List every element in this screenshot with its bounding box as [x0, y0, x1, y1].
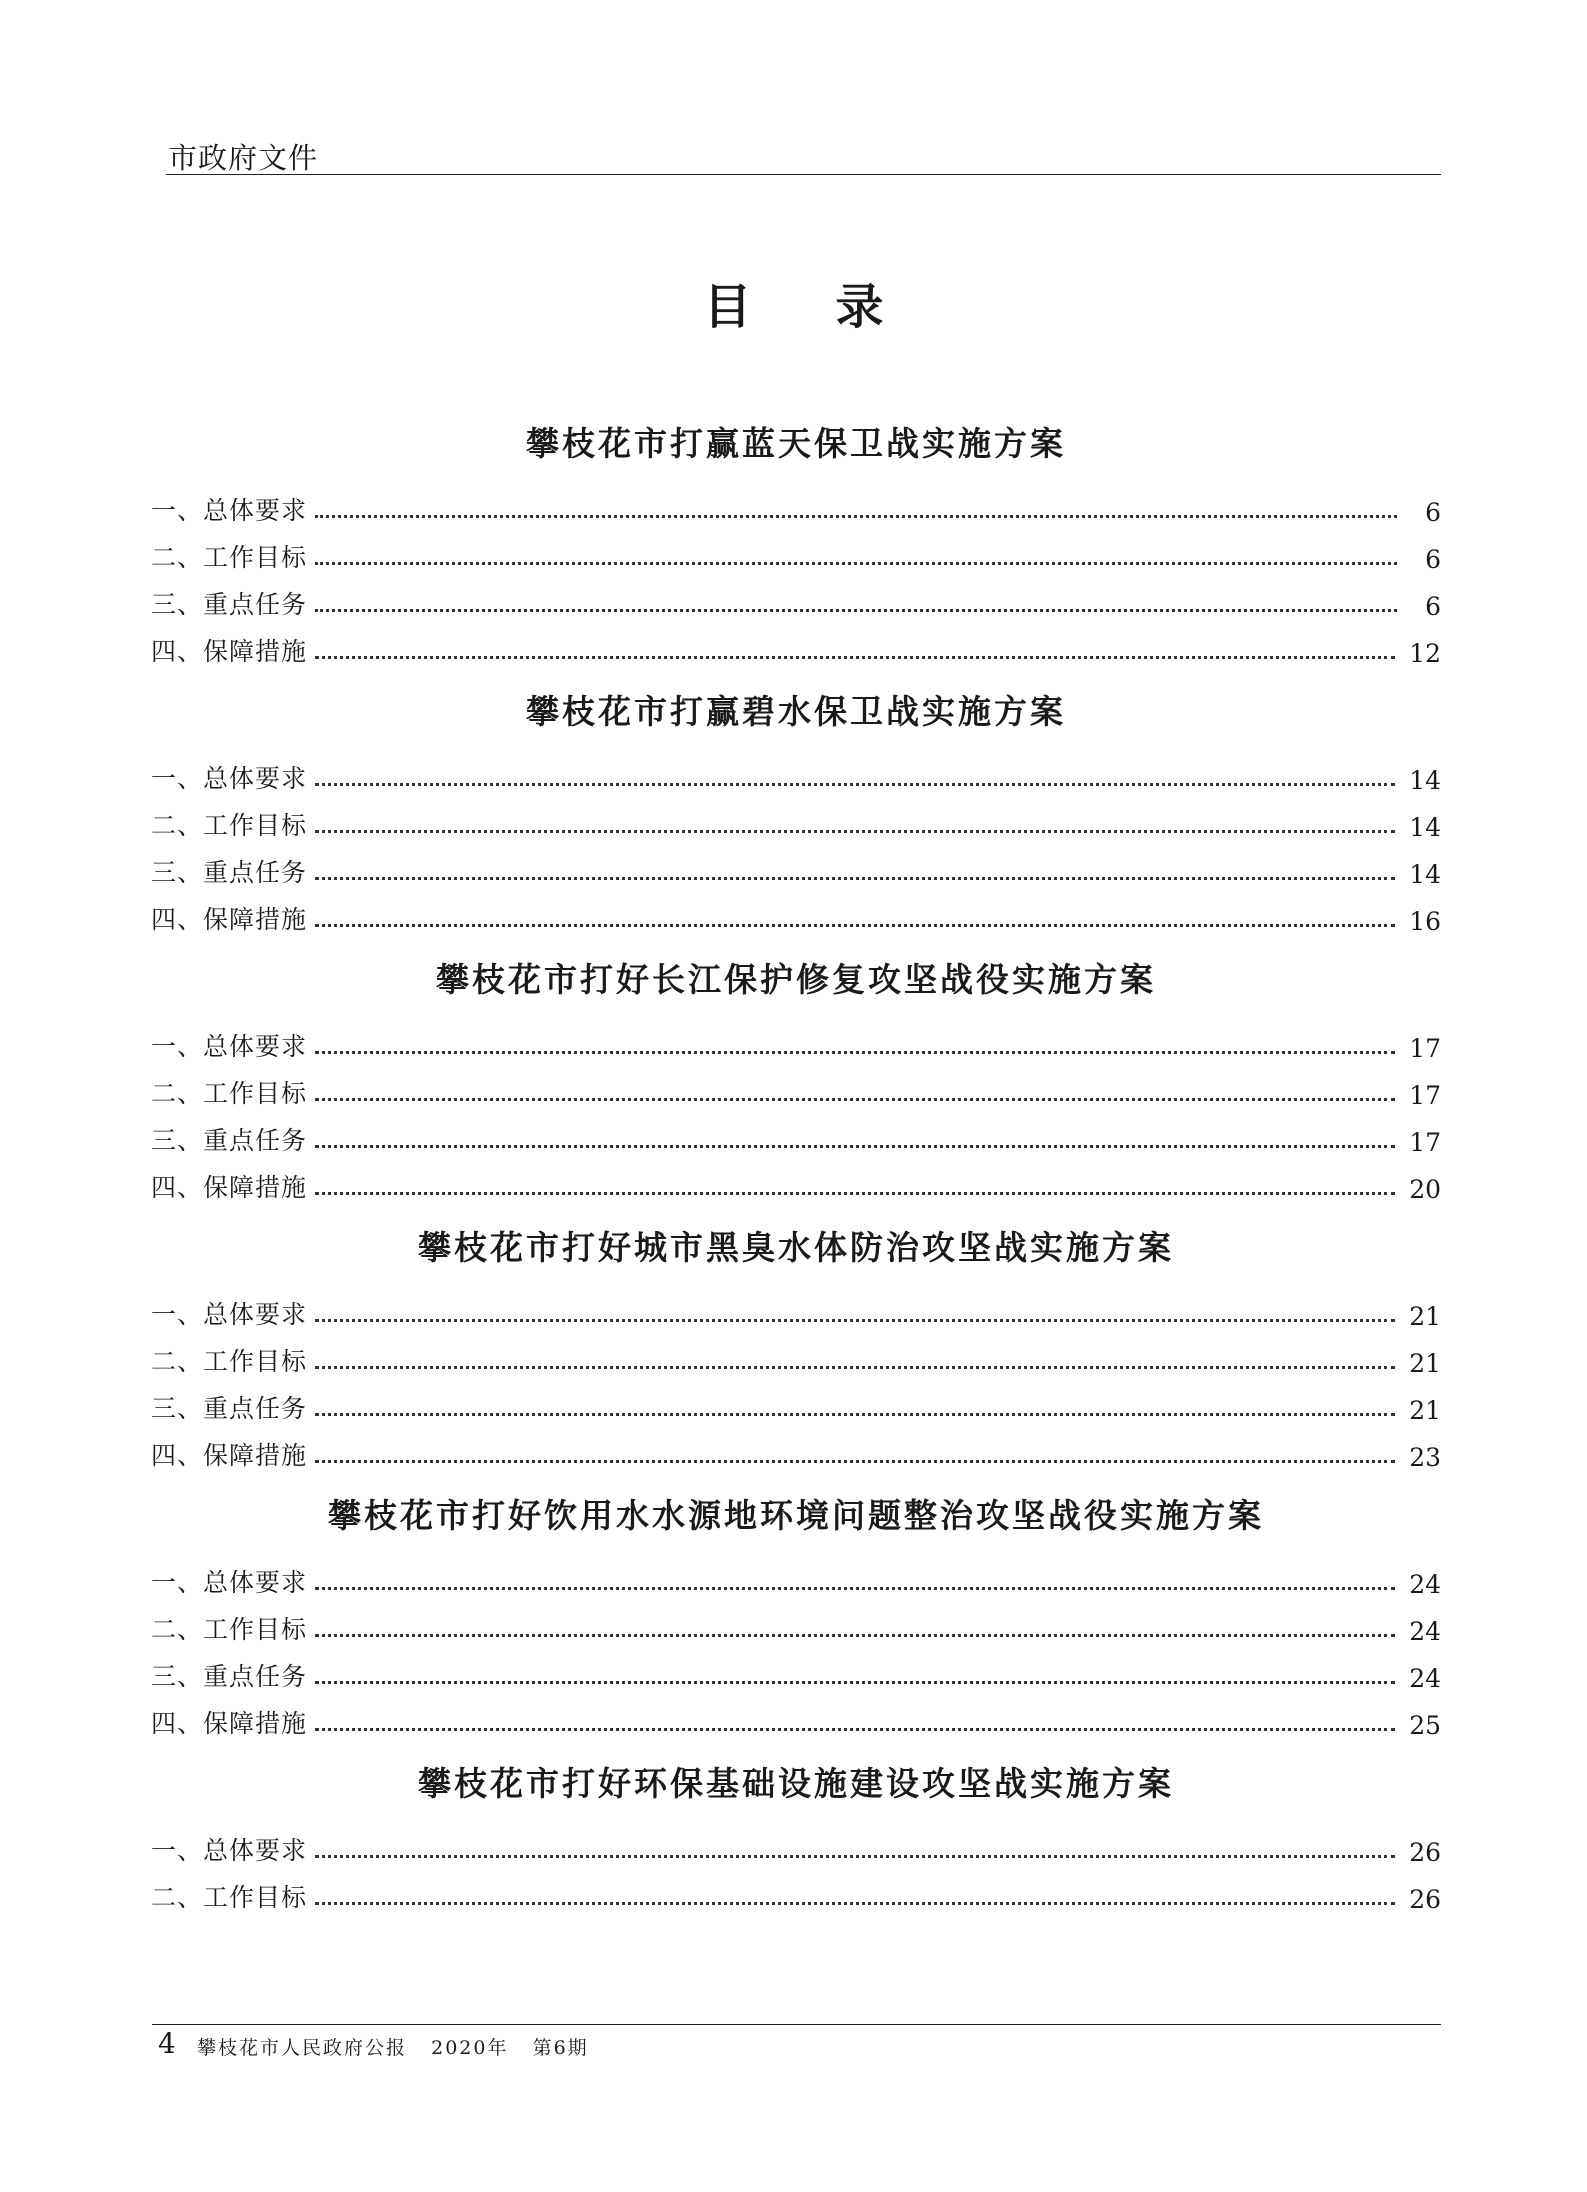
entry-label: 四、保障措施	[151, 905, 308, 934]
toc-entry[interactable]	[151, 842, 1441, 889]
entry-page: 24	[1409, 1664, 1441, 1693]
toc-entry[interactable]	[151, 1110, 1441, 1157]
leader-dots	[315, 562, 1397, 565]
toc-entry[interactable]	[151, 795, 1441, 842]
leader-dots	[315, 1098, 1395, 1101]
toc-entry[interactable]	[151, 480, 1441, 527]
entry-page: 21	[1409, 1349, 1441, 1378]
leader-dots	[315, 877, 1395, 880]
leader-dots	[315, 1460, 1395, 1463]
entry-label: 一、总体要求	[151, 1300, 308, 1329]
entry-label: 一、总体要求	[151, 496, 308, 525]
entry-page: 26	[1409, 1885, 1441, 1914]
entry-page: 14	[1409, 860, 1441, 889]
page-title: 目录	[703, 279, 968, 335]
entry-label: 一、总体要求	[151, 1836, 308, 1865]
toc-entry[interactable]	[151, 527, 1441, 574]
page-footer	[152, 2024, 1441, 2069]
entry-page: 25	[1409, 1711, 1441, 1740]
entry-page: 21	[1409, 1302, 1441, 1331]
footer-publication: 攀枝花市人民政府公报 2020年 第6期	[197, 2037, 589, 2059]
toc-entry[interactable]	[151, 1063, 1441, 1110]
toc-entry[interactable]	[151, 1378, 1441, 1425]
entry-page: 23	[1409, 1443, 1441, 1472]
section-title: 攀枝花市打好长江保护修复攻坚战役实施方案	[436, 960, 1156, 999]
toc-section	[151, 688, 1441, 936]
leader-dots	[315, 1319, 1395, 1322]
entry-label: 三、重点任务	[151, 1662, 308, 1691]
leader-dots	[315, 1587, 1395, 1590]
entry-label: 一、总体要求	[151, 1568, 308, 1597]
entry-page: 17	[1409, 1128, 1441, 1157]
section-title: 攀枝花市打赢碧水保卫战实施方案	[526, 692, 1066, 731]
toc-entry[interactable]	[151, 1646, 1441, 1693]
leader-dots	[315, 515, 1397, 518]
leader-dots	[315, 1855, 1395, 1858]
table-of-contents	[151, 420, 1441, 1934]
entry-label: 四、保障措施	[151, 1441, 308, 1470]
toc-entry[interactable]	[151, 1693, 1441, 1740]
entry-page: 6	[1425, 592, 1441, 621]
leader-dots	[315, 924, 1395, 927]
toc-section	[151, 956, 1441, 1204]
toc-section	[151, 1760, 1441, 1914]
section-title: 攀枝花市打好环保基础设施建设攻坚战实施方案	[418, 1764, 1174, 1803]
toc-entry[interactable]	[151, 1552, 1441, 1599]
entry-label: 三、重点任务	[151, 858, 308, 887]
entry-page: 16	[1409, 907, 1441, 936]
section-title: 攀枝花市打好城市黑臭水体防治攻坚战实施方案	[418, 1228, 1174, 1267]
entry-page: 14	[1409, 766, 1441, 795]
leader-dots	[315, 783, 1395, 786]
footer-page-number: 4	[158, 2027, 176, 2060]
entry-page: 6	[1425, 498, 1441, 527]
leader-dots	[315, 830, 1395, 833]
toc-entry[interactable]	[151, 1016, 1441, 1063]
header-text: 市政府文件	[168, 141, 319, 175]
entry-label: 二、工作目标	[151, 1883, 308, 1912]
entry-label: 二、工作目标	[151, 811, 308, 840]
entry-label: 三、重点任务	[151, 1126, 308, 1155]
toc-entry[interactable]	[151, 574, 1441, 621]
entry-label: 一、总体要求	[151, 764, 308, 793]
page-header	[166, 132, 1441, 175]
toc-entry[interactable]	[151, 1425, 1441, 1472]
toc-entry[interactable]	[151, 1284, 1441, 1331]
entry-label: 三、重点任务	[151, 590, 308, 619]
toc-entry[interactable]	[151, 1867, 1441, 1914]
entry-label: 四、保障措施	[151, 1709, 308, 1738]
leader-dots	[315, 1681, 1395, 1684]
entry-page: 12	[1409, 639, 1441, 668]
entry-page: 21	[1409, 1396, 1441, 1425]
leader-dots	[315, 609, 1397, 612]
entry-page: 24	[1409, 1617, 1441, 1646]
entry-page: 17	[1409, 1081, 1441, 1110]
leader-dots	[315, 1634, 1395, 1637]
entry-page: 20	[1409, 1175, 1441, 1204]
leader-dots	[315, 1413, 1395, 1416]
entry-page: 26	[1409, 1838, 1441, 1867]
leader-dots	[315, 1051, 1395, 1054]
section-title: 攀枝花市打好饮用水水源地环境问题整治攻坚战役实施方案	[328, 1496, 1264, 1535]
entry-label: 二、工作目标	[151, 1615, 308, 1644]
toc-entry[interactable]	[151, 621, 1441, 668]
entry-label: 二、工作目标	[151, 1347, 308, 1376]
toc-entry[interactable]	[151, 1331, 1441, 1378]
toc-entry[interactable]	[151, 1820, 1441, 1867]
toc-entry[interactable]	[151, 748, 1441, 795]
leader-dots	[315, 1192, 1395, 1195]
entry-page: 17	[1409, 1034, 1441, 1063]
toc-entry[interactable]	[151, 1599, 1441, 1646]
entry-label: 四、保障措施	[151, 637, 308, 666]
entry-page: 6	[1425, 545, 1441, 574]
entry-label: 三、重点任务	[151, 1394, 308, 1423]
entry-page: 24	[1409, 1570, 1441, 1599]
entry-label: 一、总体要求	[151, 1032, 308, 1061]
entry-label: 二、工作目标	[151, 543, 308, 572]
leader-dots	[315, 1366, 1395, 1369]
leader-dots	[315, 656, 1395, 659]
leader-dots	[315, 1902, 1395, 1905]
leader-dots	[315, 1145, 1395, 1148]
toc-entry[interactable]	[151, 889, 1441, 936]
toc-section	[151, 420, 1441, 668]
toc-entry[interactable]	[151, 1157, 1441, 1204]
entry-page: 14	[1409, 813, 1441, 842]
toc-section	[151, 1492, 1441, 1740]
entry-label: 二、工作目标	[151, 1079, 308, 1108]
entry-label: 四、保障措施	[151, 1173, 308, 1202]
leader-dots	[315, 1728, 1395, 1731]
toc-section	[151, 1224, 1441, 1472]
section-title: 攀枝花市打赢蓝天保卫战实施方案	[526, 424, 1066, 463]
